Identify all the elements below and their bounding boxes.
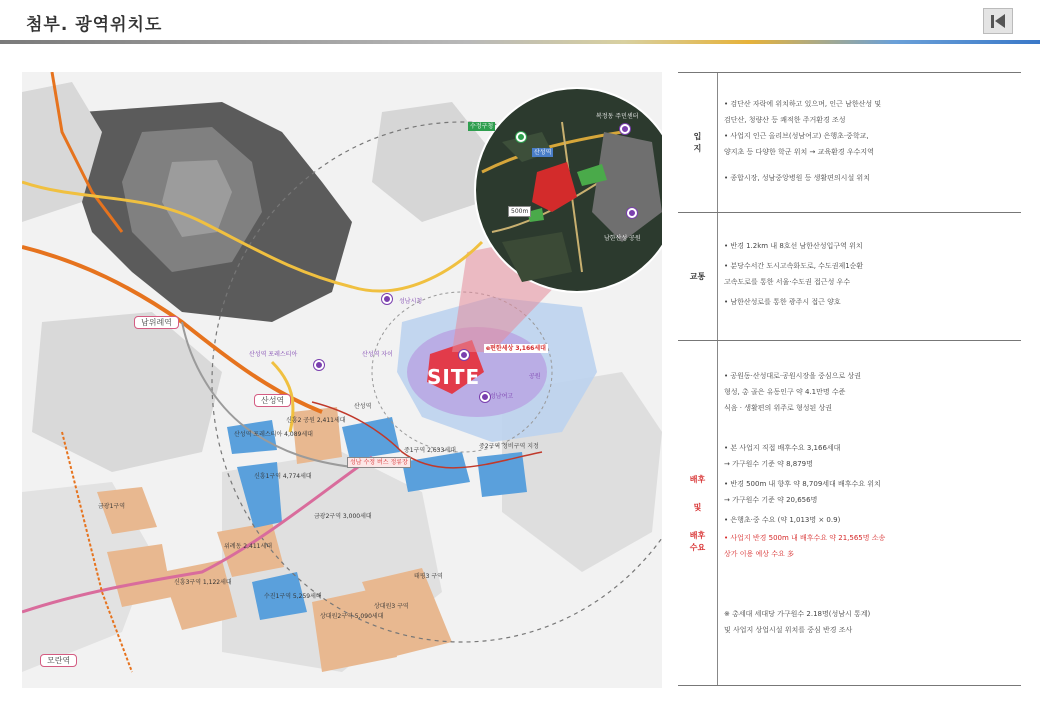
row-head: 교통 <box>678 213 718 340</box>
row-head: 배후 및 배후 수요 <box>678 341 718 686</box>
skip-back-button[interactable] <box>983 8 1013 34</box>
area-label: 상대원2구역 5,090세대 <box>320 613 384 620</box>
title-divider <box>0 40 1040 44</box>
inset-pin <box>516 132 526 142</box>
inset-label: 수정구청 <box>470 123 494 130</box>
summary-table <box>678 72 1021 686</box>
skip-back-icon <box>991 15 994 28</box>
site-label: SITE <box>427 365 481 389</box>
area-label: 상대원3 구역 <box>374 603 409 610</box>
poi-label: 산성역 포레스티아 <box>249 351 298 358</box>
poi-pin <box>459 350 469 360</box>
inset-label: 남한산성 공원 <box>604 235 641 242</box>
area-label: 신흥3구역 1,122세대 <box>174 579 232 586</box>
area-label: 중1구역 2,633세대 <box>404 447 456 454</box>
poi-label: 성남시청 <box>399 298 423 305</box>
inset-pin <box>620 124 630 134</box>
poi-label: 성남여고 <box>490 393 514 400</box>
map-graphics <box>22 72 662 688</box>
row-body: • 반경 1.2km 내 8호선 남한산성입구역 위치 • 분당수서간 도시고속화도로, 수도권제1순환 고속도로를 통한 서울·수도권 접근성 우수 • 남한산성로를 통한 광주시 접근 양호 <box>724 242 864 306</box>
area-label: 금광1구역 <box>98 503 126 510</box>
table-bottom-rule <box>678 685 1021 686</box>
area-label: 금광2구역 3,000세대 <box>314 513 372 520</box>
area-label: 산성역 포레스티아 4,089세대 <box>234 431 313 438</box>
row-traffic <box>678 212 1021 340</box>
poi-label: 공원 <box>529 373 541 380</box>
station-label-moran: 모란역 <box>40 654 77 667</box>
inset-pin <box>627 208 637 218</box>
station-label-sanseong: 산성역 <box>254 394 291 407</box>
area-label: 수진1구역 5,259세대 <box>264 593 322 600</box>
inset-label: 복정동 주민센터 <box>596 113 639 120</box>
row-body: • 공원동·산성대로·공원시장을 중심으로 상권 형성, 총 골은 유동인구 약 4.1만명 수준 식음 · 생활편의 위주로 형성된 상권 • 본 사업지 직접 배후수요 3,166세대 → 가구원수 기준 약 8,879명 • 반경 500m 내 향후 약 8,709세대 배후수요 위치 → 가구원수 기준 약 20,656명 • 은행초·중 수요 (약 1,013명 × 0.9) • 사업지 반경 500m 내 배후수요 약 21,565명 소송 상가 이용 예상 수요 多 ※ 총세대 세대당 가구원수 2.18명(성남시 통계) 및 사업지 상업시설 위치를 중심 반경 조사 <box>724 372 886 634</box>
area-label: 성남 수정 버스 정류장 <box>347 457 411 468</box>
row-demand <box>678 340 1021 686</box>
inset-label: 500m <box>508 206 531 217</box>
row-head: 입 지 <box>678 73 718 212</box>
poi-label: 산성역 자이 <box>362 351 393 358</box>
inset-label: 산성역 <box>534 149 552 156</box>
row-location <box>678 72 1021 212</box>
location-map <box>22 72 662 688</box>
area-label: 태평3 구역 <box>414 573 443 580</box>
page-title: 첨부. 광역위치도 <box>26 15 163 35</box>
poi-pin <box>314 360 324 370</box>
area-label: 중2구역 정비구역 지정 <box>479 443 539 450</box>
row-body: • 검단산 자락에 위치하고 있으며, 인근 남한산성 및 검단산, 청량산 등 쾌적한 주거환경 조성 • 사업지 인근 올리브(성남여고) 은행초·중학교, 양지초 등 다양한 학군 위치 → 교육환경 우수지역 • 종합시장, 성남중앙병원 등 생활편의시설 위치 <box>724 100 882 182</box>
poi-pin <box>382 294 392 304</box>
station-label-namwirye: 남위례역 <box>134 316 179 329</box>
area-label: 산성역 <box>354 403 372 410</box>
area-label: 신흥1구역 4,774세대 <box>254 473 312 480</box>
area-label: 신흥2 공원 2,411세대 <box>286 417 346 424</box>
site-household-label: e편한세상 3,166세대 <box>486 345 546 352</box>
area-label: 위례동 2,411세대 <box>224 543 273 550</box>
